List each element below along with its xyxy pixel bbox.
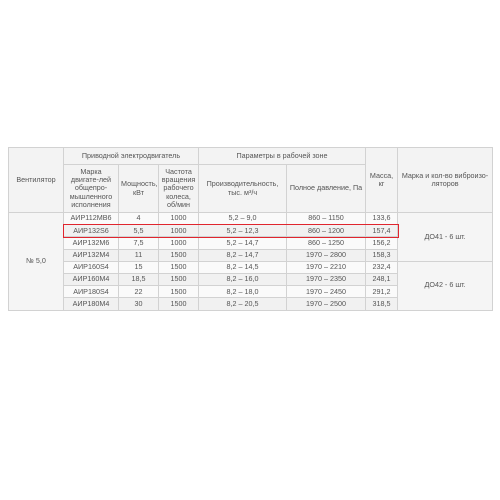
pressure-cell: 1970 – 2500 bbox=[287, 298, 366, 310]
power-cell: 30 bbox=[119, 298, 159, 310]
table-row bbox=[9, 261, 493, 273]
motor-cell: АИР112МВ6 bbox=[64, 213, 119, 225]
speed-cell: 1500 bbox=[159, 261, 199, 273]
header-speed: Частота вращения рабочего колеса, об/мин bbox=[159, 165, 199, 213]
mass-cell: 158,3 bbox=[366, 249, 398, 261]
capacity-cell: 5,2 – 12,3 bbox=[199, 225, 287, 237]
pressure-cell: 860 – 1150 bbox=[287, 213, 366, 225]
motor-cell: АИР160S4 bbox=[64, 261, 119, 273]
capacity-cell: 8,2 – 18,0 bbox=[199, 286, 287, 298]
power-cell: 5,5 bbox=[119, 225, 159, 237]
speed-cell: 1000 bbox=[159, 213, 199, 225]
header-capacity: Производительность, тыс. м³/ч bbox=[199, 165, 287, 213]
power-cell: 15 bbox=[119, 261, 159, 273]
speed-cell: 1500 bbox=[159, 273, 199, 285]
header-fan: Вентилятор bbox=[9, 148, 64, 213]
header-pressure: Полное давление, Па bbox=[287, 165, 366, 213]
header-drive-motor: Приводной электродвигатель bbox=[64, 148, 199, 165]
speed-cell: 1500 bbox=[159, 249, 199, 261]
power-cell: 18,5 bbox=[119, 273, 159, 285]
motor-spec-table bbox=[8, 147, 493, 311]
power-cell: 22 bbox=[119, 286, 159, 298]
mass-cell: 133,6 bbox=[366, 213, 398, 225]
motor-cell: АИР180М4 bbox=[64, 298, 119, 310]
speed-cell: 1000 bbox=[159, 237, 199, 249]
speed-cell: 1000 bbox=[159, 225, 199, 237]
capacity-cell: 5,2 – 14,7 bbox=[199, 237, 287, 249]
pressure-cell: 1970 – 2350 bbox=[287, 273, 366, 285]
pressure-cell: 860 – 1250 bbox=[287, 237, 366, 249]
header-motor-brand: Марка двигате-лей общепро-мышленного исполнения bbox=[64, 165, 119, 213]
power-cell: 7,5 bbox=[119, 237, 159, 249]
header-vibro: Марка и кол-во виброизо-ляторов bbox=[398, 148, 493, 213]
mass-cell: 291,2 bbox=[366, 286, 398, 298]
speed-cell: 1500 bbox=[159, 286, 199, 298]
vibro-cell-group-2: ДО42 - 6 шт. bbox=[398, 261, 493, 310]
header-work-zone: Параметры в рабочей зоне bbox=[199, 148, 366, 165]
fan-number-cell: № 5,0 bbox=[9, 213, 64, 311]
mass-cell: 248,1 bbox=[366, 273, 398, 285]
motor-cell: АИР132S6 bbox=[64, 225, 119, 237]
pressure-cell: 1970 – 2450 bbox=[287, 286, 366, 298]
capacity-cell: 8,2 – 14,5 bbox=[199, 261, 287, 273]
motor-cell: АИР180S4 bbox=[64, 286, 119, 298]
motor-cell: АИР160М4 bbox=[64, 273, 119, 285]
capacity-cell: 5,2 – 9,0 bbox=[199, 213, 287, 225]
vibro-cell-group-1: ДО41 - 6 шт. bbox=[398, 213, 493, 262]
capacity-cell: 8,2 – 14,7 bbox=[199, 249, 287, 261]
power-cell: 11 bbox=[119, 249, 159, 261]
motor-cell: АИР132М6 bbox=[64, 237, 119, 249]
power-cell: 4 bbox=[119, 213, 159, 225]
capacity-cell: 8,2 – 20,5 bbox=[199, 298, 287, 310]
motor-spec-table-container bbox=[8, 147, 492, 311]
mass-cell: 232,4 bbox=[366, 261, 398, 273]
capacity-cell: 8,2 – 16,0 bbox=[199, 273, 287, 285]
header-power: Мощность, кВт bbox=[119, 165, 159, 213]
speed-cell: 1500 bbox=[159, 298, 199, 310]
mass-cell: 156,2 bbox=[366, 237, 398, 249]
pressure-cell: 1970 – 2800 bbox=[287, 249, 366, 261]
header-mass: Масса, кг bbox=[366, 148, 398, 213]
mass-cell: 318,5 bbox=[366, 298, 398, 310]
table-row bbox=[9, 213, 493, 225]
pressure-cell: 860 – 1200 bbox=[287, 225, 366, 237]
mass-cell: 157,4 bbox=[366, 225, 398, 237]
motor-cell: АИР132М4 bbox=[64, 249, 119, 261]
pressure-cell: 1970 – 2210 bbox=[287, 261, 366, 273]
